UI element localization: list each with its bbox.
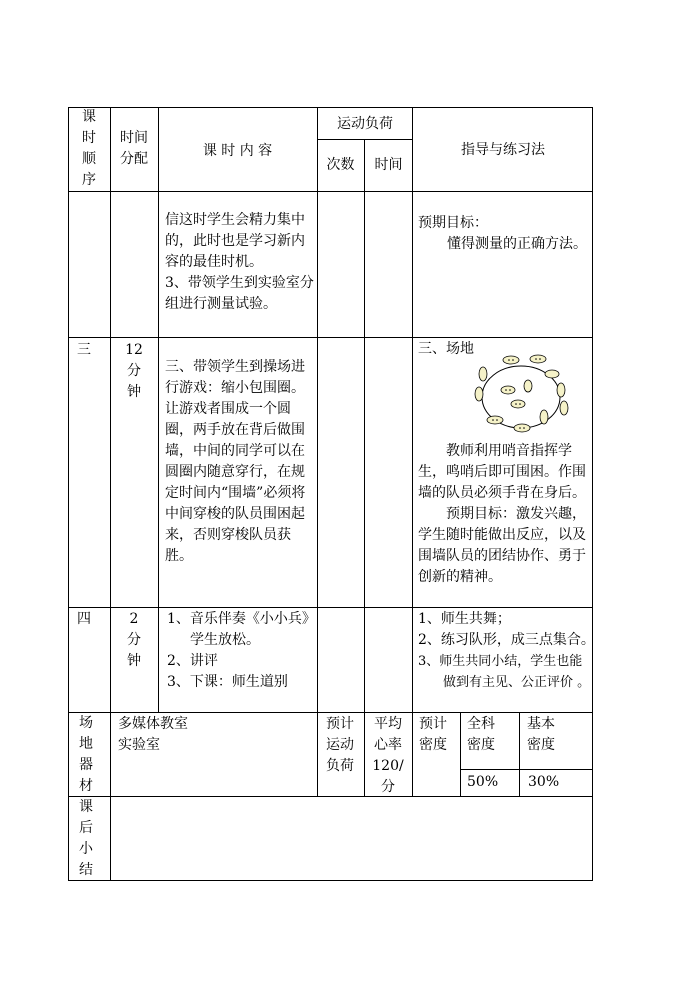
wall-player-icon: [475, 387, 483, 401]
inner-player-icon: [524, 380, 532, 392]
wall-player-icon: [557, 383, 565, 397]
row3-content: 三、带领学生到操场进行游戏：缩小包围圈。让游戏者围成一个圆圈，两手放在背后做围墙，中间的同学可以在圆圈内随意穿行，在规定时间内“围墙”必须将中间穿梭的队员围困起来，否则穿梭队员获胜。: [165, 359, 306, 564]
row3-time-num: 12: [125, 342, 143, 358]
header-time: 时间分配: [120, 130, 148, 167]
header-content: 课 时 内 容: [202, 143, 273, 159]
col3-left-line: [158, 107, 159, 713]
basic-density-left-line: [519, 712, 520, 797]
row5-hr-1: 平均: [374, 716, 402, 732]
row3-guide-title: 三、场地: [418, 341, 474, 357]
header-sub-divider: [317, 139, 413, 140]
row5-hr-2: 心率: [374, 737, 402, 753]
row3-time-unit: 分钟: [127, 363, 141, 400]
wall-player-icon: [545, 370, 559, 378]
row4-item-3: 3、下课：师生道别: [167, 674, 288, 690]
table-border-top: [68, 107, 593, 108]
row4-bottom-line: [68, 712, 593, 713]
row-cont-bottom-line: [68, 337, 593, 338]
col6-left-line: [412, 107, 413, 797]
row4-guide-3: 3、师生共同小结，学生也能: [418, 654, 583, 669]
density-divider: [460, 769, 593, 770]
header-count: 次数: [326, 157, 355, 173]
row5-density-label: 预计密度: [419, 716, 447, 753]
row5-full-density-label: 全科密度: [467, 716, 495, 753]
row5-load-label: 预计运动负荷: [326, 716, 354, 774]
col2-left-line: [110, 107, 111, 881]
wall-player-icon: [540, 410, 548, 424]
header-guidance: 指导与练习法: [461, 142, 545, 158]
header-duration: 时间: [374, 157, 403, 173]
circle-formation-diagram: [468, 352, 578, 437]
row4-guide-2: 2、练习队形，成三点集合。: [418, 632, 595, 648]
wall-player-icon: [560, 401, 568, 415]
col5-left-line: [364, 139, 365, 797]
row-cont-guide-text: 懂得测量的正确方法。: [447, 236, 587, 252]
row5-venue-2: 实验室: [118, 737, 160, 753]
row4-guide-1: 1、师生共舞；: [418, 611, 511, 627]
wall-player-icon: [514, 424, 530, 432]
row5-basic-density-value: 30%: [528, 774, 560, 790]
inner-player-icon: [511, 400, 525, 408]
wall-player-icon: [530, 355, 546, 363]
row4-guide-3-cont: 做到有主见、公正评价 。: [443, 675, 591, 690]
inner-player-icon: [501, 386, 515, 394]
table-border-right: [592, 107, 593, 881]
row4-item-2: 2、讲评: [167, 653, 218, 669]
wall-player-icon: [503, 356, 519, 364]
row5-hr-3: 120/: [372, 758, 404, 774]
table-border-bottom: [68, 880, 593, 881]
row4-order: 四: [77, 611, 91, 627]
row5-bottom-line: [68, 796, 593, 797]
wall-players: [475, 355, 568, 432]
row5-full-density-value: 50%: [467, 774, 499, 790]
wall-player-icon: [487, 416, 503, 424]
row5-hr-4: 分: [381, 779, 395, 795]
full-density-left-line: [460, 712, 461, 797]
row4-item-1: 1、音乐伴奏《小小兵》: [167, 611, 316, 627]
row5-venue-1: 多媒体教室: [118, 716, 188, 732]
row3-guide-p2: 预期目标：激发兴趣，学生随时能做出反应，以及围墙队员的团结协作、勇于创新的精神。: [418, 506, 586, 585]
row5-label: 场地器材: [79, 715, 93, 794]
row4-item-1-cont: 学生放松。: [190, 632, 260, 648]
header-bottom-line: [68, 191, 593, 192]
row3-order: 三: [77, 342, 91, 358]
wall-player-icon: [479, 367, 487, 381]
row4-time-num: 2: [129, 611, 139, 627]
row5-basic-density-label: 基本密度: [527, 716, 555, 753]
table-border-left: [68, 107, 69, 881]
row4-time-unit: 分钟: [127, 632, 141, 669]
header-order: 课时顺序: [82, 109, 96, 188]
row3-guide-p1: 教师利用哨音指挥学生，鸣哨后即可围困。作围墙的队员必须手背在身后。: [418, 443, 586, 501]
row3-bottom-line: [68, 607, 593, 608]
header-load-group: 运动负荷: [337, 116, 393, 132]
row6-label: 课后小结: [79, 799, 93, 878]
row-cont-guide-label: 预期目标：: [418, 215, 488, 231]
row-cont-content: 信这时学生会精力集中的，此时也是学习新内容的最佳时机。 3、带领学生到实验室分组进行测量试验。: [165, 212, 314, 312]
col4-left-line: [317, 107, 318, 797]
